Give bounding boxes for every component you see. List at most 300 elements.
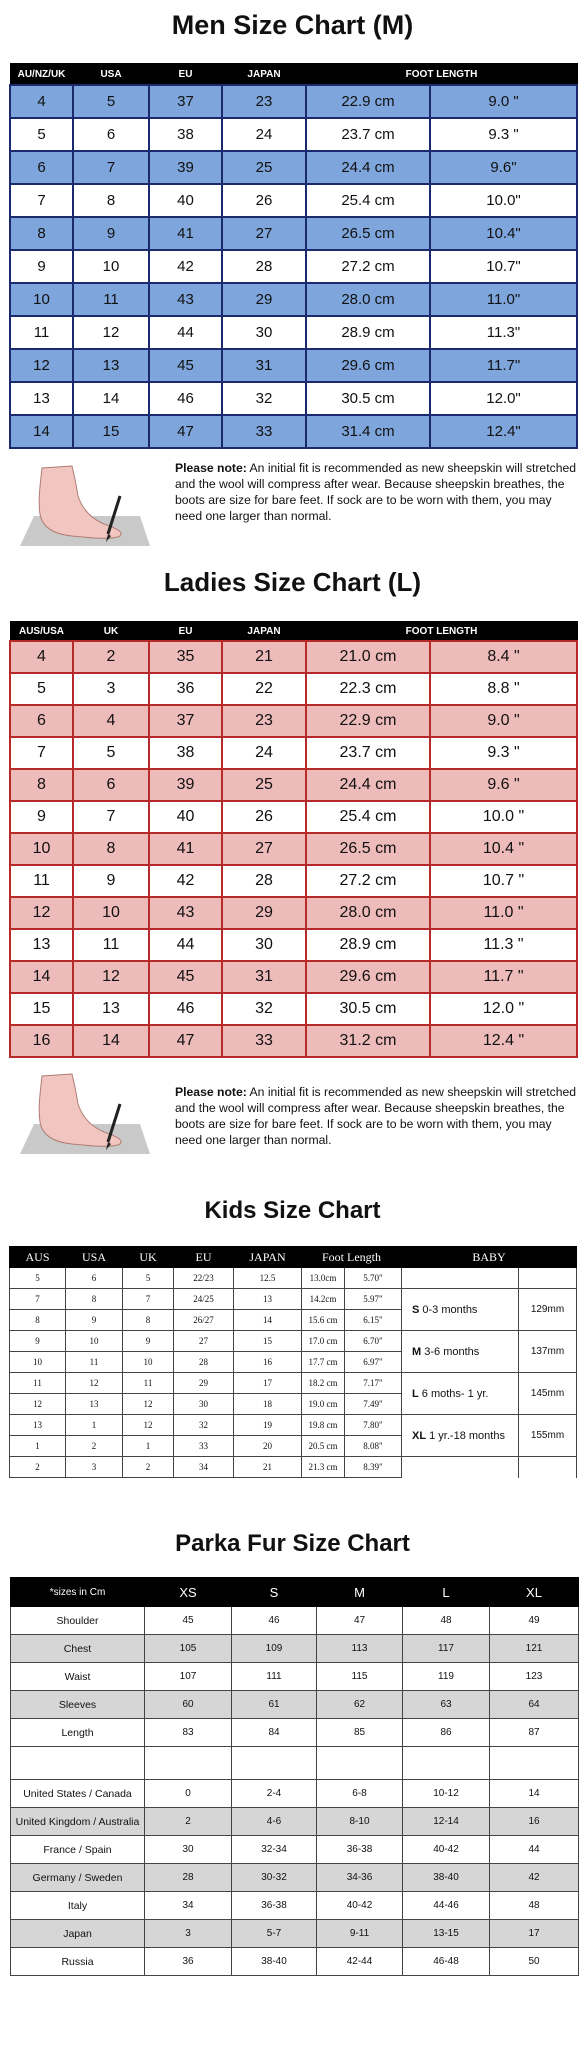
kids-table-cell: 13.0cm [302, 1268, 345, 1289]
ladies-table-cell: 42 [149, 865, 222, 897]
men-table-row [10, 316, 577, 349]
parka-table-cell: 64 [490, 1691, 579, 1719]
ladies-size-table [9, 621, 578, 1058]
kids-table-row [10, 1331, 577, 1352]
kids-table-cell: 21 [234, 1457, 302, 1478]
ladies-table-row [10, 865, 577, 897]
kids-baby-age-range: 1 yr.-18 months [429, 1429, 505, 1442]
ladies-table-cell: 28.0 cm [306, 897, 430, 929]
ladies-table-cell: 3 [73, 673, 149, 705]
kids-header-cell: JAPAN [234, 1247, 302, 1268]
parka-table-cell: 36-38 [232, 1892, 317, 1920]
ladies-table-cell: 27 [222, 833, 306, 865]
men-header-cell: USA [73, 64, 149, 86]
ladies-table-cell: 10.7 " [430, 865, 577, 897]
men-table-row [10, 151, 577, 184]
kids-baby-age-range: 3-6 months [424, 1345, 480, 1358]
ladies-table-cell: 10.0 " [430, 801, 577, 833]
ladies-table-cell: 31.2 cm [306, 1025, 430, 1057]
parka-table-cell: 17 [490, 1920, 579, 1948]
men-table-cell: 28.9 cm [306, 316, 430, 349]
ladies-table-cell: 15 [10, 993, 73, 1025]
kids-header-cell: AUS [10, 1247, 66, 1268]
men-table-cell: 25.4 cm [306, 184, 430, 217]
parka-spacer-row [11, 1747, 579, 1780]
parka-table-cell: 48 [490, 1892, 579, 1920]
men-header-cell: EU [149, 64, 222, 86]
kids-table-row [10, 1373, 577, 1394]
ladies-table-cell: 37 [149, 705, 222, 737]
men-table-cell: 9 [73, 217, 149, 250]
men-table-cell: 12.0" [430, 382, 577, 415]
parka-table-cell: Shoulder [11, 1607, 145, 1635]
men-table-cell: 30 [222, 316, 306, 349]
ladies-table-row [10, 801, 577, 833]
men-table-cell: 45 [149, 349, 222, 382]
parka-table-cell: 40-42 [403, 1836, 490, 1864]
ladies-table-cell: 14 [10, 961, 73, 993]
parka-table-cell: 47 [317, 1607, 403, 1635]
ladies-table-cell: 7 [10, 737, 73, 769]
parka-table-cell: 105 [145, 1635, 232, 1663]
kids-table-row [10, 1457, 577, 1478]
kids-table-cell: 28 [174, 1352, 234, 1373]
parka-table-row [11, 1864, 579, 1892]
parka-table-cell: 2 [145, 1808, 232, 1836]
parka-table-cell: Chest [11, 1635, 145, 1663]
ladies-table-cell: 2 [73, 641, 149, 673]
men-table-cell: 10 [10, 283, 73, 316]
parka-table-cell: 113 [317, 1635, 403, 1663]
kids-table-cell: 20.5 cm [302, 1436, 345, 1457]
parka-spacer-cell [403, 1747, 490, 1780]
men-table-cell: 44 [149, 316, 222, 349]
men-table-cell: 26.5 cm [306, 217, 430, 250]
kids-baby-blank [402, 1457, 519, 1478]
men-table-cell: 11.7" [430, 349, 577, 382]
men-size-table [9, 63, 578, 449]
kids-table-cell: 24/25 [174, 1289, 234, 1310]
ladies-table-cell: 30 [222, 929, 306, 961]
men-table-cell: 27.2 cm [306, 250, 430, 283]
men-table-cell: 27 [222, 217, 306, 250]
kids-baby-size [402, 1289, 519, 1331]
parka-table-cell: 50 [490, 1948, 579, 1976]
kids-table-cell: 21.3 cm [302, 1457, 345, 1478]
kids-table-cell: 13 [10, 1415, 66, 1436]
parka-table-cell: 32-34 [232, 1836, 317, 1864]
note-label-2: Please note: [175, 1085, 247, 1099]
ladies-header-cell: EU [149, 622, 222, 642]
parka-table-cell: France / Spain [11, 1836, 145, 1864]
parka-table-cell: United States / Canada [11, 1780, 145, 1808]
parka-table-cell: United Kingdom / Australia [11, 1808, 145, 1836]
men-table-row [10, 250, 577, 283]
kids-table-cell: 14.2cm [302, 1289, 345, 1310]
parka-size-chart-title: Parka Fur Size Chart [175, 1530, 410, 1557]
kids-header-cell: Foot Length [302, 1247, 402, 1268]
kids-baby-size-code: S [412, 1303, 420, 1316]
ladies-table-cell: 44 [149, 929, 222, 961]
men-size-chart-title: Men Size Chart (M) [171, 10, 414, 40]
kids-baby-size-code: L [412, 1387, 419, 1400]
ladies-size-chart-title: Ladies Size Chart (L) [163, 567, 422, 597]
ladies-header-cell: FOOT LENGTH [306, 622, 577, 642]
ladies-table-cell: 8.4 " [430, 641, 577, 673]
men-table-cell: 12 [10, 349, 73, 382]
parka-table-cell: Length [11, 1719, 145, 1747]
kids-table-cell: 2 [123, 1457, 174, 1478]
ladies-table-cell: 27.2 cm [306, 865, 430, 897]
parka-table-cell: 115 [317, 1663, 403, 1691]
kids-table-cell: 13 [234, 1289, 302, 1310]
men-table-cell: 10.4" [430, 217, 577, 250]
ladies-table-row [10, 961, 577, 993]
parka-table-cell: 3 [145, 1920, 232, 1948]
kids-table-cell: 18.2 cm [302, 1373, 345, 1394]
kids-table-cell: 10 [10, 1352, 66, 1373]
parka-table-row [11, 1607, 579, 1635]
parka-table-cell: 85 [317, 1719, 403, 1747]
kids-table-cell: 8.08" [345, 1436, 402, 1457]
men-table-cell: 39 [149, 151, 222, 184]
parka-table-row [11, 1836, 579, 1864]
ladies-table-cell: 25 [222, 769, 306, 801]
parka-header-cell: XL [490, 1578, 579, 1607]
kids-table-cell: 15 [234, 1331, 302, 1352]
parka-table-cell: 28 [145, 1864, 232, 1892]
sizing-note [175, 460, 577, 524]
kids-table-cell: 18 [234, 1394, 302, 1415]
kids-table-cell: 12.5 [234, 1268, 302, 1289]
ladies-table-cell: 12.4 " [430, 1025, 577, 1057]
note-text-2: An initial fit is recommended as new sheepskin will stretched and the wool will compress after wear. Because sheepskin breathes, the boots are size for bare feet. If sock are to be worn with them, you may need one larger than normal. [175, 1085, 577, 1147]
ladies-table-cell: 22 [222, 673, 306, 705]
kids-table-cell: 22/23 [174, 1268, 234, 1289]
parka-table-cell: 87 [490, 1719, 579, 1747]
men-table-cell: 10.7" [430, 250, 577, 283]
kids-table-cell: 10 [66, 1331, 123, 1352]
kids-table-cell: 8.39" [345, 1457, 402, 1478]
ladies-table-cell: 11.3 " [430, 929, 577, 961]
ladies-table-cell: 11 [73, 929, 149, 961]
ladies-table-cell: 12.0 " [430, 993, 577, 1025]
parka-table-cell: 117 [403, 1635, 490, 1663]
parka-table-cell: Waist [11, 1663, 145, 1691]
kids-baby-length: 137mm [519, 1331, 577, 1373]
parka-table-cell: 107 [145, 1663, 232, 1691]
ladies-table-cell: 10 [73, 897, 149, 929]
kids-table-cell: 5.97" [345, 1289, 402, 1310]
ladies-table-cell: 12 [10, 897, 73, 929]
parka-table-cell: 86 [403, 1719, 490, 1747]
parka-table-row [11, 1948, 579, 1976]
parka-table-row [11, 1780, 579, 1808]
ladies-table-cell: 47 [149, 1025, 222, 1057]
kids-table-cell: 2 [66, 1436, 123, 1457]
men-table-cell: 32 [222, 382, 306, 415]
kids-table-cell: 1 [123, 1436, 174, 1457]
parka-table-cell: 6-8 [317, 1780, 403, 1808]
kids-table-cell: 1 [10, 1436, 66, 1457]
kids-table-cell: 7 [10, 1289, 66, 1310]
men-table-cell: 10 [73, 250, 149, 283]
men-table-cell: 7 [73, 151, 149, 184]
kids-table-cell: 6 [66, 1268, 123, 1289]
kids-table-cell: 8 [66, 1289, 123, 1310]
parka-spacer-cell [11, 1747, 145, 1780]
kids-table-cell: 11 [123, 1373, 174, 1394]
ladies-table-row [10, 897, 577, 929]
men-table-cell: 9.3 " [430, 118, 577, 151]
men-table-cell: 6 [73, 118, 149, 151]
men-table-cell: 26 [222, 184, 306, 217]
men-table-cell: 8 [73, 184, 149, 217]
men-table-row [10, 382, 577, 415]
kids-table-cell: 7.17" [345, 1373, 402, 1394]
ladies-header-cell: JAPAN [222, 622, 306, 642]
ladies-table-cell: 45 [149, 961, 222, 993]
men-table-row [10, 217, 577, 250]
men-table-cell: 29 [222, 283, 306, 316]
kids-table-cell: 13 [66, 1394, 123, 1415]
men-table-cell: 46 [149, 382, 222, 415]
kids-table-cell: 20 [234, 1436, 302, 1457]
parka-table-row [11, 1920, 579, 1948]
ladies-table-cell: 40 [149, 801, 222, 833]
foot-measuring-illustration [12, 456, 157, 552]
parka-table-row [11, 1719, 579, 1747]
ladies-table-cell: 28 [222, 865, 306, 897]
parka-table-cell: 83 [145, 1719, 232, 1747]
ladies-table-row [10, 673, 577, 705]
men-table-cell: 10.0" [430, 184, 577, 217]
ladies-table-cell: 6 [10, 705, 73, 737]
ladies-table-cell: 7 [73, 801, 149, 833]
parka-table-cell: 36-38 [317, 1836, 403, 1864]
men-table-cell: 12 [73, 316, 149, 349]
parka-table-cell: 42 [490, 1864, 579, 1892]
ladies-table-cell: 21 [222, 641, 306, 673]
parka-table-cell: 14 [490, 1780, 579, 1808]
ladies-table-cell: 13 [73, 993, 149, 1025]
ladies-table-cell: 13 [10, 929, 73, 961]
kids-baby-size-code: XL [412, 1429, 427, 1442]
men-table-cell: 28.0 cm [306, 283, 430, 316]
parka-table-cell: 8-10 [317, 1808, 403, 1836]
ladies-table-cell: 8.8 " [430, 673, 577, 705]
kids-table-cell: 2 [10, 1457, 66, 1478]
kids-table-cell: 11 [66, 1352, 123, 1373]
ladies-table-row [10, 993, 577, 1025]
ladies-table-row [10, 769, 577, 801]
men-header-cell: AU/NZ/UK [10, 64, 73, 86]
kids-header-cell: UK [123, 1247, 174, 1268]
kids-table-cell: 32 [174, 1415, 234, 1436]
men-table-row [10, 415, 577, 448]
men-header-cell: FOOT LENGTH [306, 64, 577, 86]
men-table-row [10, 184, 577, 217]
men-table-cell: 25 [222, 151, 306, 184]
kids-baby-age-range: 6 moths- 1 yr. [421, 1387, 489, 1400]
ladies-table-row [10, 833, 577, 865]
kids-table-cell: 6.97" [345, 1352, 402, 1373]
men-table-cell: 14 [10, 415, 73, 448]
kids-baby-age-range: 0-3 months [422, 1303, 478, 1316]
kids-header-cell: USA [66, 1247, 123, 1268]
ladies-table-cell: 46 [149, 993, 222, 1025]
parka-table-cell: 10-12 [403, 1780, 490, 1808]
ladies-table-cell: 5 [73, 737, 149, 769]
ladies-table-cell: 12 [73, 961, 149, 993]
kids-header-cell: EU [174, 1247, 234, 1268]
men-table-row [10, 349, 577, 382]
men-header-cell: JAPAN [222, 64, 306, 86]
men-table-cell: 13 [73, 349, 149, 382]
parka-table-cell: 60 [145, 1691, 232, 1719]
ladies-table-cell: 30.5 cm [306, 993, 430, 1025]
kids-table-cell: 9 [66, 1310, 123, 1331]
parka-table-cell: 44-46 [403, 1892, 490, 1920]
parka-table-cell: 0 [145, 1780, 232, 1808]
parka-table-cell: 9-11 [317, 1920, 403, 1948]
parka-table-cell: 12-14 [403, 1808, 490, 1836]
kids-table-cell: 30 [174, 1394, 234, 1415]
kids-size-chart-title: Kids Size Chart [204, 1197, 381, 1224]
kids-table-cell: 5.70" [345, 1268, 402, 1289]
ladies-table-cell: 9.6 " [430, 769, 577, 801]
men-table-cell: 23 [222, 85, 306, 118]
parka-table-cell: 123 [490, 1663, 579, 1691]
kids-table-row [10, 1289, 577, 1310]
parka-header-cell: M [317, 1578, 403, 1607]
ladies-header-cell: UK [73, 622, 149, 642]
foot-measuring-illustration-2 [12, 1064, 157, 1160]
kids-table-cell: 17 [234, 1373, 302, 1394]
kids-table-cell: 7.80" [345, 1415, 402, 1436]
men-table-cell: 40 [149, 184, 222, 217]
men-table-cell: 24 [222, 118, 306, 151]
men-table-cell: 37 [149, 85, 222, 118]
kids-table-row [10, 1268, 577, 1289]
men-table-cell: 11.3" [430, 316, 577, 349]
men-table-cell: 5 [73, 85, 149, 118]
kids-table-cell: 33 [174, 1436, 234, 1457]
kids-table-cell: 12 [10, 1394, 66, 1415]
ladies-table-cell: 16 [10, 1025, 73, 1057]
parka-header-cell: L [403, 1578, 490, 1607]
ladies-table-cell: 14 [73, 1025, 149, 1057]
kids-table-cell: 7 [123, 1289, 174, 1310]
ladies-table-cell: 11.7 " [430, 961, 577, 993]
parka-spacer-cell [490, 1747, 579, 1780]
men-table-cell: 23.7 cm [306, 118, 430, 151]
parka-table-cell: 44 [490, 1836, 579, 1864]
kids-header-cell: BABY [402, 1247, 577, 1268]
men-table-row [10, 118, 577, 151]
ladies-table-cell: 8 [10, 769, 73, 801]
kids-baby-size-code: M [412, 1345, 422, 1358]
note-text: An initial fit is recommended as new sheepskin will stretched and the wool will compress after wear. Because sheepskin breathes, the boots are size for bare feet. If sock are to be worn with them, you may need one larger than normal. [175, 461, 577, 523]
kids-baby-length: 155mm [519, 1415, 577, 1457]
kids-table-cell: 3 [66, 1457, 123, 1478]
ladies-table-row [10, 1025, 577, 1057]
kids-baby-size [402, 1331, 519, 1373]
kids-baby-blank [402, 1268, 519, 1289]
kids-size-table [9, 1246, 577, 1478]
kids-table-cell: 12 [123, 1394, 174, 1415]
kids-table-cell: 14 [234, 1310, 302, 1331]
parka-table-cell: Italy [11, 1892, 145, 1920]
kids-table-cell: 16 [234, 1352, 302, 1373]
parka-table-row [11, 1663, 579, 1691]
men-table-cell: 8 [10, 217, 73, 250]
parka-table-cell: 36 [145, 1948, 232, 1976]
ladies-table-cell: 9.0 " [430, 705, 577, 737]
men-table-cell: 24.4 cm [306, 151, 430, 184]
kids-baby-length: 129mm [519, 1289, 577, 1331]
kids-table-cell: 17.7 cm [302, 1352, 345, 1373]
men-table-cell: 9.6" [430, 151, 577, 184]
men-table-cell: 9.0 " [430, 85, 577, 118]
sizing-note-2 [175, 1084, 577, 1148]
men-table-cell: 43 [149, 283, 222, 316]
parka-header-cell: XS [145, 1578, 232, 1607]
parka-table-cell: 109 [232, 1635, 317, 1663]
men-table-cell: 31.4 cm [306, 415, 430, 448]
ladies-table-cell: 10.4 " [430, 833, 577, 865]
kids-baby-blank [519, 1457, 577, 1478]
parka-table-cell: 16 [490, 1808, 579, 1836]
ladies-table-cell: 10 [10, 833, 73, 865]
ladies-table-cell: 22.3 cm [306, 673, 430, 705]
ladies-table-cell: 9 [10, 801, 73, 833]
ladies-table-cell: 4 [10, 641, 73, 673]
kids-table-cell: 12 [66, 1373, 123, 1394]
men-table-cell: 11 [73, 283, 149, 316]
ladies-table-cell: 24.4 cm [306, 769, 430, 801]
parka-table-cell: 46-48 [403, 1948, 490, 1976]
men-table-cell: 22.9 cm [306, 85, 430, 118]
kids-baby-length: 145mm [519, 1373, 577, 1415]
ladies-table-cell: 22.9 cm [306, 705, 430, 737]
ladies-table-row [10, 929, 577, 961]
ladies-table-cell: 26.5 cm [306, 833, 430, 865]
ladies-table-cell: 31 [222, 961, 306, 993]
men-table-cell: 29.6 cm [306, 349, 430, 382]
parka-table-cell: 48 [403, 1607, 490, 1635]
parka-table-cell: 45 [145, 1607, 232, 1635]
kids-table-cell: 6.15" [345, 1310, 402, 1331]
ladies-table-cell: 11.0 " [430, 897, 577, 929]
parka-table-cell: 119 [403, 1663, 490, 1691]
parka-table-cell: 61 [232, 1691, 317, 1719]
kids-table-cell: 34 [174, 1457, 234, 1478]
ladies-table-cell: 41 [149, 833, 222, 865]
parka-table-cell: Germany / Sweden [11, 1864, 145, 1892]
men-table-cell: 30.5 cm [306, 382, 430, 415]
kids-baby-size [402, 1373, 519, 1415]
men-table-cell: 6 [10, 151, 73, 184]
parka-spacer-cell [317, 1747, 403, 1780]
men-table-cell: 28 [222, 250, 306, 283]
parka-table-cell: 4-6 [232, 1808, 317, 1836]
parka-table-cell: 42-44 [317, 1948, 403, 1976]
kids-table-cell: 29 [174, 1373, 234, 1394]
men-table-cell: 41 [149, 217, 222, 250]
kids-table-cell: 8 [123, 1310, 174, 1331]
parka-table-row [11, 1691, 579, 1719]
